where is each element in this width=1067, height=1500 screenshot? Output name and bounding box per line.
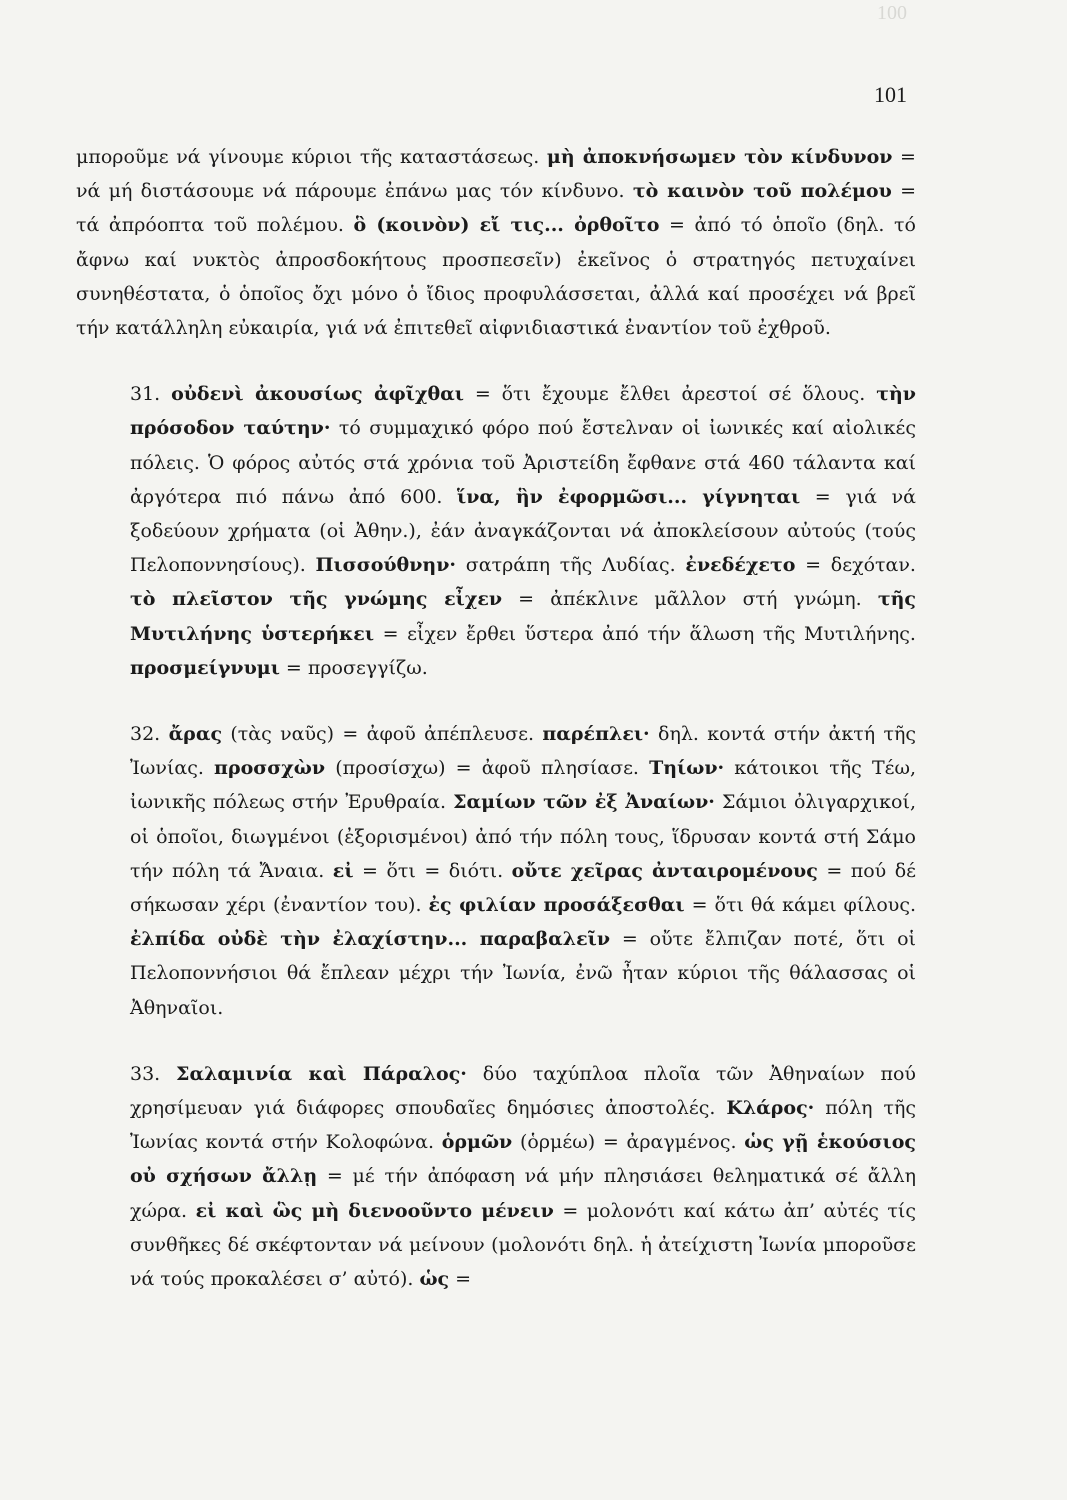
gloss-text: = <box>449 1268 472 1291</box>
lemma-term: οὔτε χεῖρας ἀνταιρομένους <box>511 859 818 882</box>
lemma-term: ἄρας <box>168 723 223 746</box>
gloss-text: 31. <box>130 383 172 406</box>
lemma-term: Πισσούθνην· <box>315 554 457 577</box>
lemma-term: ἐνεδέχετο <box>685 554 796 577</box>
gloss-text: = μέ τήν ἀπόφαση νά μήν πλησιάσει θεληματικά σέ ἄλλη χώρα. <box>130 1165 916 1222</box>
gloss-text: = ὅτι ἔχουμε ἔλθει ἀρεστοί σέ ὅλους. <box>463 383 877 406</box>
gloss-text: (προσίσχω) = ἀφοῦ πλησίασε. <box>325 757 650 780</box>
bleed-through-page-number: 100 <box>877 2 907 24</box>
lemma-term: προσμείγνυμι <box>130 656 280 679</box>
gloss-text: τό συμμαχικό φόρο πού ἔστελναν οἱ ἰωνικές καί αἰολικές πόλεις. Ὁ φόρος αὐτός στά χρόνια τοῦ Ἀριστείδη ἔφθανε στά 460 τάλαντα καί ἀργότερα πιό πάνω ἀπό 600. <box>130 417 916 508</box>
gloss-text: = εἶχεν ἔρθει ὕστερα ἀπό τήν ἅλωση τῆς Μυτιλήνης. <box>374 622 916 645</box>
commentary-text <box>76 140 916 1296</box>
lemma-term: εἰ <box>332 859 354 882</box>
gloss-text: δηλ. κοντά στήν ἀκτή τῆς Ἰωνίας. <box>130 723 917 780</box>
lemma-term: παρέπλει· <box>542 723 650 746</box>
gloss-text: 32. <box>130 723 169 746</box>
paragraph-30-continuation <box>76 140 916 345</box>
gloss-text: = νά μή διστάσουμε νά πάρουμε ἐπάνω μας τόν κίνδυνο. <box>76 146 916 203</box>
gloss-text: = ἀπό τό ὁποῖο (δηλ. τό ἄφνω καί νυκτὸς ἀπροσδοκήτους προσπεσεῖν) ἐκεῖνος ὁ στρατηγός πετυχαίνει συνηθέστατα, ὁ ὁποῖος ὄχι μόνο ὁ ἴδιος προφυλάσσεται, ἀλλά καί προσέχει νά βρεῖ τήν κατάλληλη εὐκαιρία, γιά νά ἐπιτεθεῖ αἰφνιδιαστικά ἐναντίον τοῦ ἐχθροῦ. <box>76 214 916 340</box>
gloss-text: σατράπη τῆς Λυδίας. <box>456 554 686 577</box>
lemma-term: ἵνα, ἣν ἐφορμῶσι... γίγνηται <box>457 485 801 508</box>
lemma-term: εἰ καὶ ὣς μὴ διενοοῦντο μένειν <box>195 1199 554 1222</box>
gloss-text: = γιά νά ξοδεύουν χρήματα (οἱ Ἀθην.), ἐάν ἀναγκάζονται νά ἀποκλείσουν αὐτούς (τούς Πελοποννησίους). <box>130 485 916 577</box>
lemma-term: ὡς <box>419 1268 450 1291</box>
paragraph-33 <box>76 1057 916 1296</box>
lemma-term: Σαμίων τῶν ἐξ Ἀναίων· <box>453 791 715 814</box>
gloss-text: μποροῦμε νά γίνουμε κύριοι τῆς καταστάσεως. <box>76 146 547 168</box>
gloss-text: (τὰς ναῦς) = ἀφοῦ ἀπέπλευσε. <box>222 723 543 746</box>
lemma-term: ἐς φιλίαν προσάξεσθαι <box>428 894 685 917</box>
gloss-text: = προσεγγίζω. <box>279 656 428 679</box>
lemma-term: οὐδενὶ ἀκουσίως ἀφῖχθαι <box>171 383 464 406</box>
lemma-term: ἐλπίδα οὐδὲ τὴν ἐλαχίστην... παραβαλεῖν <box>130 928 611 951</box>
gloss-text: πόλη τῆς Ἰωνίας κοντά στήν Κολοφώνα. <box>130 1097 916 1154</box>
page-number: 101 <box>874 82 907 107</box>
paragraph-31 <box>76 377 916 685</box>
lemma-term: μὴ ἀποκνήσωμεν τὸν κίνδυνον <box>546 146 893 168</box>
lemma-term: ὁρμῶν <box>441 1131 513 1154</box>
gloss-text: 33. <box>130 1062 177 1085</box>
gloss-text: δύο ταχύπλοα πλοῖα τῶν Ἀθηναίων πού χρησίμευαν γιά διάφορες σπουδαῖες δημόσιες ἀποστολές. <box>130 1062 916 1120</box>
lemma-term: τὸ πλεῖστον τῆς γνώμης εἶχεν <box>130 588 503 611</box>
lemma-term: τῆς Μυτιλήνης ὑστερήκει <box>130 588 916 645</box>
gloss-text: = τά ἀπρόοπτα τοῦ πολέμου. <box>76 180 916 237</box>
gloss-text: = ἀπέκλινε μᾶλλον στή γνώμη. <box>502 588 878 611</box>
gloss-text: = ὅτι θά κάμει φίλους. <box>684 894 916 917</box>
gloss-text: κάτοικοι τῆς Τέω, ἰωνικῆς πόλεως στήν Ἐρυθραία. <box>130 757 917 814</box>
paragraph-32 <box>76 717 916 1025</box>
lemma-term: ὡς γῇ ἑκούσιος οὐ σχήσων ἄλλῃ <box>130 1131 916 1188</box>
gloss-text: (ὁρμέω) = ἀραγμένος. <box>512 1131 745 1154</box>
gloss-text: = πού δέ σήκωσαν χέρι (ἐναντίον του). <box>130 859 916 917</box>
gloss-text: = μολονότι καί κάτω ἀπ’ αὐτές τίς συνθῆκες δέ σκέφτονταν νά μείνουν (μολονότι δηλ. ἡ ἀτείχιστη Ἰωνία μποροῦσε νά τούς προκαλέσει σ’ αὐτό). <box>130 1199 916 1291</box>
lemma-term: ὃ (κοινὸν) εἴ τις... ὀρθοῖτο <box>353 214 660 237</box>
gloss-text: = οὔτε ἔλπιζαν ποτέ, ὅτι οἱ Πελοποννήσιοι θά ἔπλεαν μέχρι τήν Ἰωνία, ἐνῶ ἦταν κύριοι τῆς θάλασσας οἱ Ἀθηναῖοι. <box>130 928 916 1019</box>
lemma-term: Τηίων· <box>649 757 725 780</box>
gloss-text: = δεχόταν. <box>795 554 916 577</box>
gloss-text: Σάμιοι ὀλιγαρχικοί, οἱ ὁποῖοι, διωγμένοι (ἐξορισμένοι) ἀπό τήν πόλη τους, ἵδρυσαν κοντά στή Σάμο τήν πόλη τά Ἄναια. <box>130 791 916 882</box>
lemma-term: Σαλαμινία καὶ Πάραλος· <box>176 1062 467 1085</box>
lemma-term: Κλάρος· <box>726 1097 815 1120</box>
lemma-term: τὴν πρόσοδον ταύτην· <box>130 383 916 440</box>
lemma-term: τὸ καινὸν τοῦ πολέμου <box>632 180 892 203</box>
gloss-text: = ὅτι = διότι. <box>353 859 512 882</box>
lemma-term: προσσχὼν <box>214 757 326 780</box>
